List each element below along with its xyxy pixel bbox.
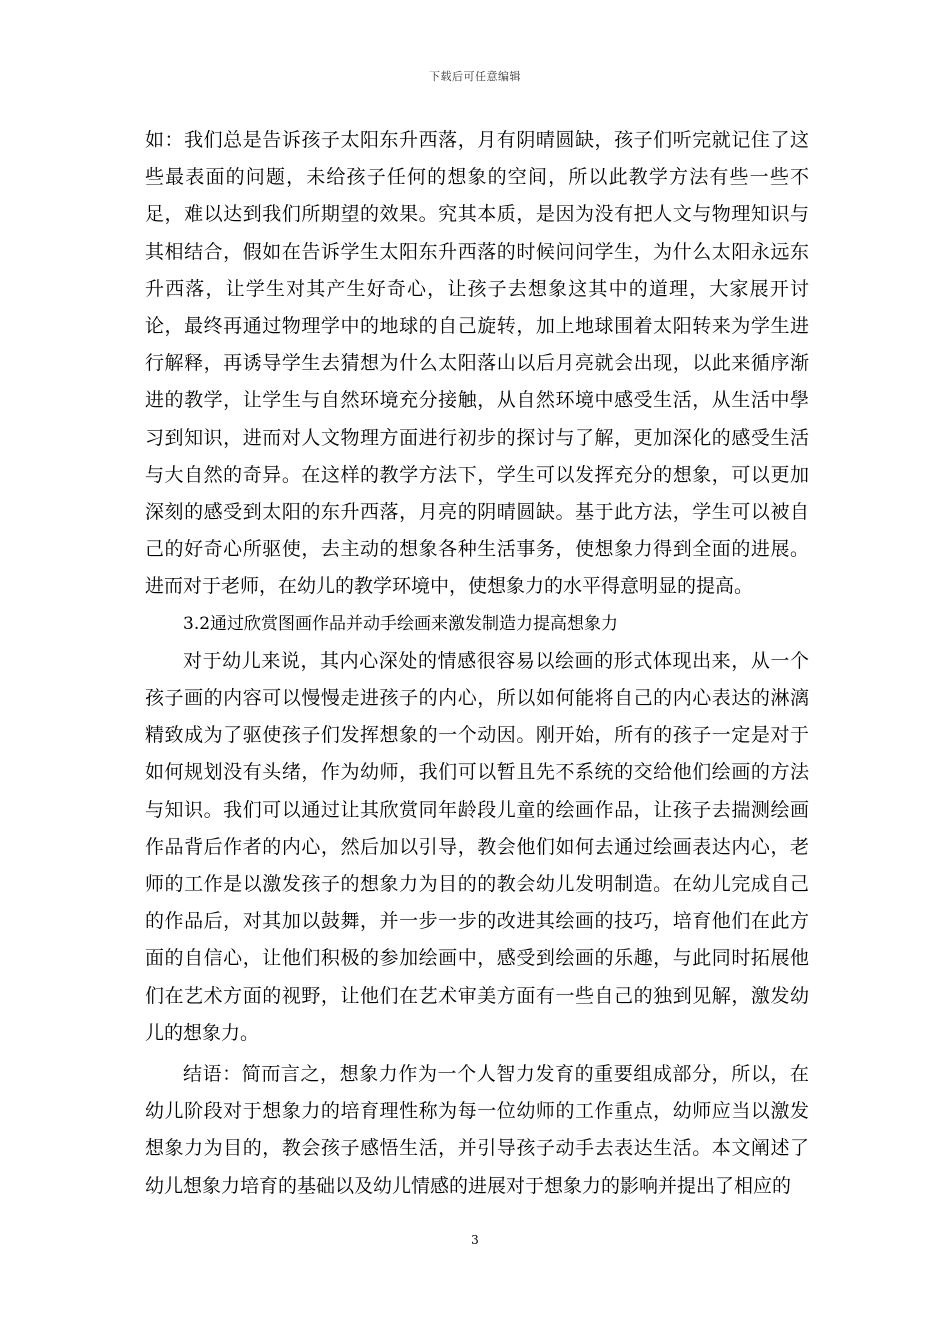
paragraph-continuation: 如：我们总是告诉孩子太阳东升西落，月有阴晴圆缺，孩子们听完就记住了这些最表面的问题，未给孩子任何的想象的空间，所以此教学方法有些一些不足，难以达到我们所期望的效果。究其本质，是因为没有把人文与物理知识与其相结合，假如在告诉学生太阳东升西落的时候问问学生，为什么太阳永远东升西落，让学生对其产生好奇心，让孩子去想象这其中的道理，大家展开讨论，最终再通过物理学中的地球的自己旋转，加上地球围着太阳转来为学生进行解释，再诱导学生去猜想为什么太阳落山以后月亮就会出现，以此来循序渐进的教学，让学生与自然环境充分接触，从自然环境中感受生活，从生活中學习到知识，进而对人文物理方面进行初步的探讨与了解，更加深化的感受生活与大自然的奇异。在这样的教学方法下，学生可以发挥充分的想象，可以更加深刻的感受到太阳的东升西落，月亮的阴晴圆缺。基于此方法，学生可以被自己的好奇心所驱使，去主动的想象各种生活事务，使想象力得到全面的进展。进而对于老师，在幼儿的教学环境中，使想象力的水平得意明显的提高。	[145, 129, 809, 598]
paragraph-drawing: 对于幼儿来说，其内心深处的情感很容易以绘画的形式体现出来，从一个孩子画的内容可以慢慢走进孩子的内心，所以如何能将自己的内心表达的淋漓精致成为了驱使孩子们发挥想象的一个动因。刚开始，所有的孩子一定是对于如何规划没有头绪，作为幼师，我们可以暂且先不系统的交给他们绘画的方法与知识。我们可以通过让其欣赏同年龄段儿童的绘画作品，让孩子去揣测绘画作品背后作者的内心，然后加以引导，教会他们如何去通过绘画表达内心，老师的工作是以激发孩子的想象力为目的的教会幼儿发明制造。在幼儿完成自己的作品后，对其加以鼓舞，并一步一步的改进其绘画的技巧，培育他们在此方面的自信心，让他们积极的参加绘画中，感受到绘画的乐趣，与此同时拓展他们在艺术方面的视野，让他们在艺术审美方面有一些自己的独到见解，激发幼儿的想象力。	[145, 649, 809, 1044]
page-number: 3	[471, 1233, 479, 1247]
paragraph-conclusion: 结语：简而言之，想象力作为一个人智力发育的重要组成部分，所以，在幼儿阶段对于想象力的培育理性称为每一位幼师的工作重点，幼师应当以激发想象力为目的，教会孩子感悟生活，并引导孩子动手去表达生活。本文阐述了幼儿想象力培育的基础以及幼儿情感的进展对于想象力的影响并提出了相应的	[145, 1063, 809, 1197]
section-heading: 3.2通过欣赏图画作品并动手绘画来激发制造力提高想象力	[183, 613, 619, 634]
page-header: 下载后可任意编辑	[429, 70, 521, 83]
document-body	[145, 122, 809, 1205]
